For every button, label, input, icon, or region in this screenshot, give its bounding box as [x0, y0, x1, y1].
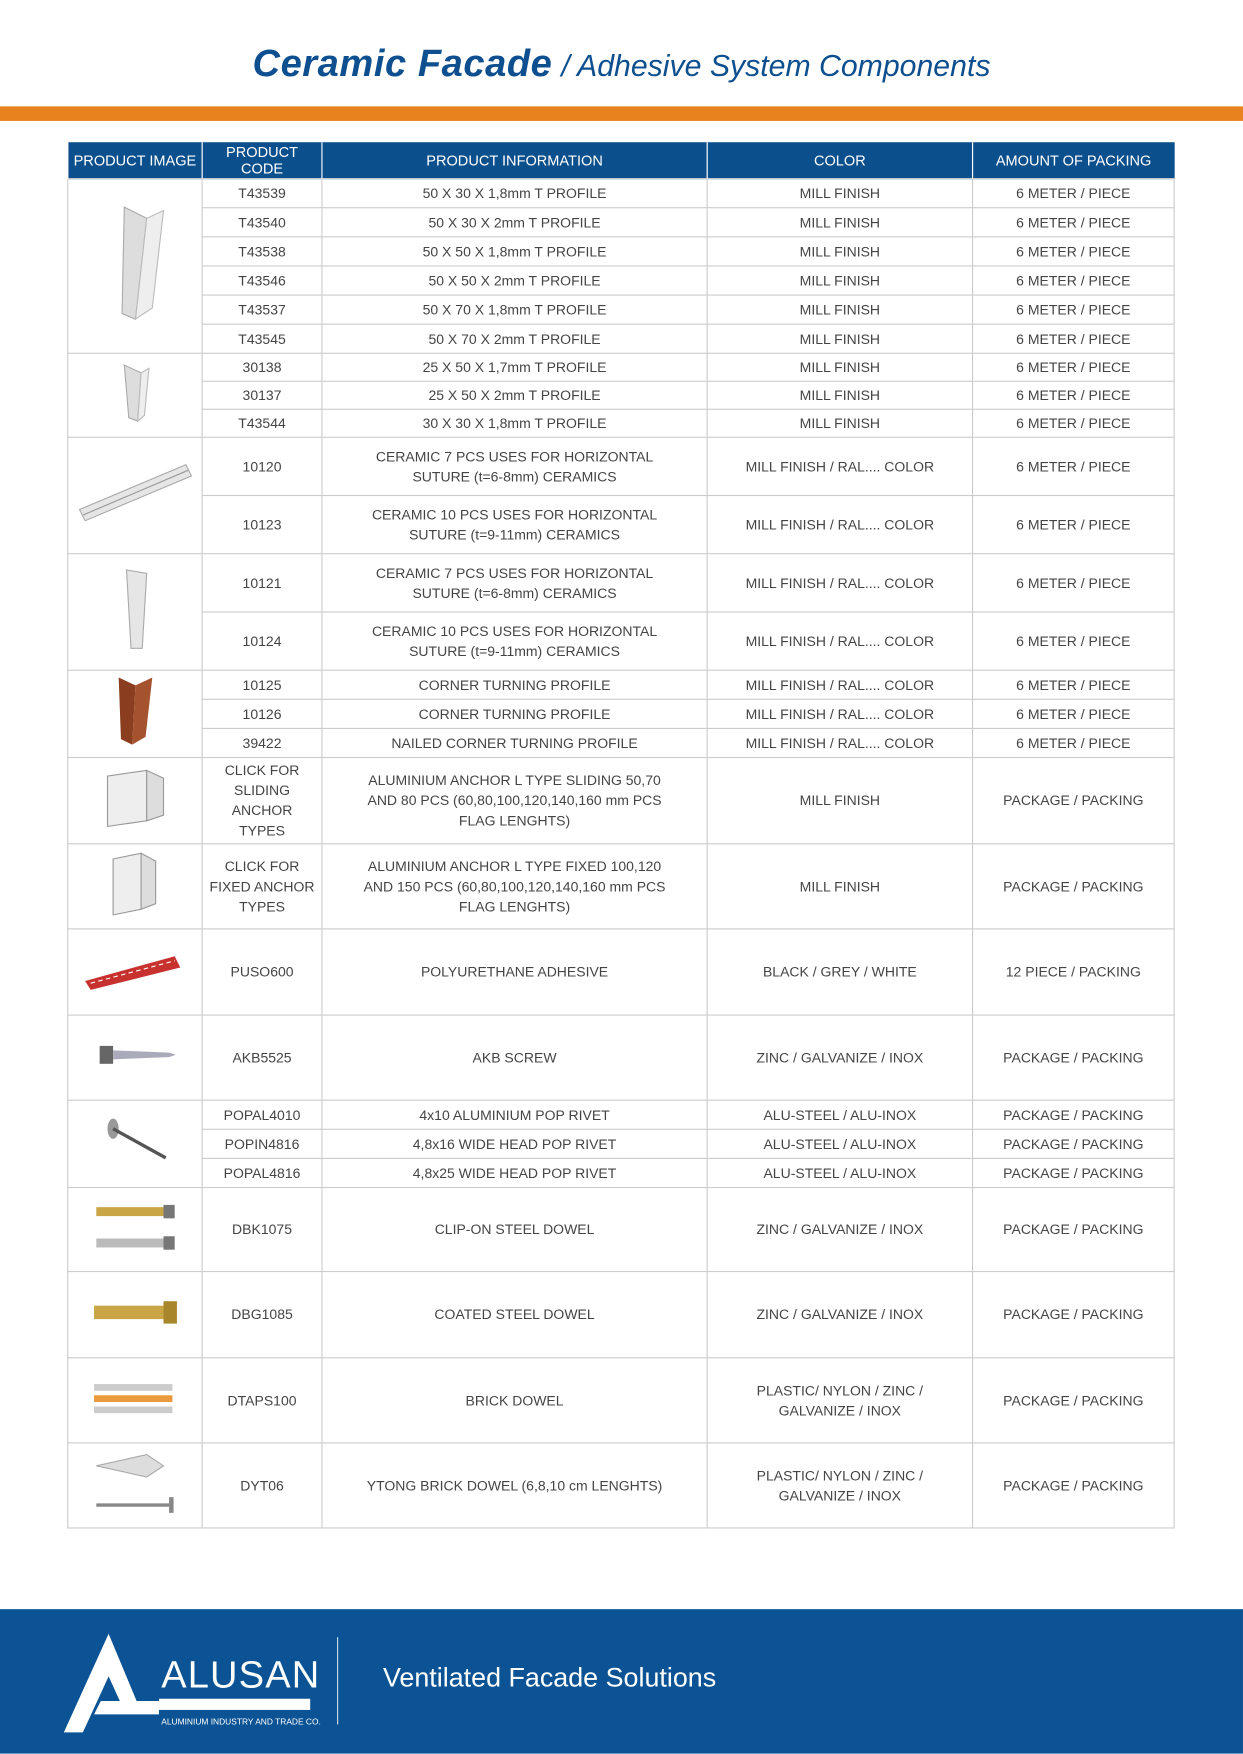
cell-product-code: 10120 [202, 437, 322, 495]
cell-color: ZINC / GALVANIZE / INOX [707, 1015, 972, 1100]
anchor-types-link[interactable]: CLICK FOR SLIDING ANCHOR TYPES [202, 758, 322, 844]
table-row [68, 554, 1174, 612]
table-row [68, 1443, 1174, 1528]
table-row [68, 1100, 1174, 1129]
cell-color: ZINC / GALVANIZE / INOX [707, 1188, 972, 1272]
cell-color: ALU-STEEL / ALU-INOX [707, 1158, 972, 1187]
cell-color: ZINC / GALVANIZE / INOX [707, 1272, 972, 1358]
cell-amount-of-packing: 6 METER / PIECE [973, 208, 1175, 237]
cell-color: MILL FINISH [707, 324, 972, 353]
table-row [68, 1158, 1174, 1187]
header-product-code: PRODUCT CODE [202, 142, 322, 178]
cell-amount-of-packing: 6 METER / PIECE [973, 437, 1175, 495]
table-row [68, 844, 1174, 929]
cell-product-information: BRICK DOWEL [322, 1358, 707, 1443]
cell-amount-of-packing: 6 METER / PIECE [973, 237, 1175, 266]
table-row [68, 353, 1174, 381]
logo-subtitle: ALUMINIUM INDUSTRY AND TRADE CO. [161, 1716, 321, 1727]
cell-product-information: POLYURETHANE ADHESIVE [322, 929, 707, 1015]
cell-product-information: COATED STEEL DOWEL [322, 1272, 707, 1358]
cell-color: ALU-STEEL / ALU-INOX [707, 1129, 972, 1158]
cell-product-code: POPAL4816 [202, 1158, 322, 1187]
brick-dowel-image [68, 1358, 202, 1443]
table-row [68, 1015, 1174, 1100]
table-row [68, 381, 1174, 409]
table-row [68, 179, 1174, 208]
cell-product-code: DBG1085 [202, 1272, 322, 1358]
cell-product-code: DTAPS100 [202, 1358, 322, 1443]
cell-product-code: T43545 [202, 324, 322, 353]
cell-amount-of-packing: 6 METER / PIECE [973, 381, 1175, 409]
cell-amount-of-packing: 6 METER / PIECE [973, 670, 1175, 699]
cell-product-code: 10121 [202, 554, 322, 612]
cell-amount-of-packing: 6 METER / PIECE [973, 409, 1175, 437]
table-row [68, 208, 1174, 237]
table-row [68, 266, 1174, 295]
alusan-logo [58, 1634, 321, 1735]
cell-color: MILL FINISH [707, 266, 972, 295]
cell-product-information: 50 X 30 X 1,8mm T PROFILE [322, 179, 707, 208]
horizontal-profile-image [68, 437, 202, 553]
cell-product-information: 50 X 50 X 1,8mm T PROFILE [322, 237, 707, 266]
cell-amount-of-packing: 6 METER / PIECE [973, 324, 1175, 353]
cell-amount-of-packing: 6 METER / PIECE [973, 266, 1175, 295]
logo-bar [159, 1699, 310, 1710]
cell-color: MILL FINISH [707, 409, 972, 437]
footer-banner [0, 1609, 1243, 1753]
cell-product-information: CORNER TURNING PROFILE [322, 670, 707, 699]
header-color: COLOR [707, 142, 972, 178]
cell-amount-of-packing: 6 METER / PIECE [973, 496, 1175, 554]
table-row [68, 324, 1174, 353]
cell-product-information: CERAMIC 7 PCS USES FOR HORIZONTAL SUTURE (t=6-8mm) CERAMICS [322, 437, 707, 495]
cell-product-information: 25 X 50 X 2mm T PROFILE [322, 381, 707, 409]
table-row [68, 237, 1174, 266]
cell-product-code: AKB5525 [202, 1015, 322, 1100]
vertical-profile-image [68, 554, 202, 670]
cell-color: MILL FINISH / RAL.... COLOR [707, 728, 972, 757]
cell-amount-of-packing: PACKAGE / PACKING [973, 1100, 1175, 1129]
cell-amount-of-packing: 6 METER / PIECE [973, 353, 1175, 381]
page-title [0, 43, 1243, 87]
orange-divider [0, 106, 1243, 121]
cell-amount-of-packing: 12 PIECE / PACKING [973, 929, 1175, 1015]
cell-product-information: CERAMIC 7 PCS USES FOR HORIZONTAL SUTURE (t=6-8mm) CERAMICS [322, 554, 707, 612]
title-sub: / Adhesive System Components [561, 49, 991, 83]
cell-color: PLASTIC/ NYLON / ZINC / GALVANIZE / INOX [707, 1358, 972, 1443]
cell-product-code: 10125 [202, 670, 322, 699]
cell-color: MILL FINISH [707, 237, 972, 266]
steel-dowel-image [68, 1188, 202, 1272]
cell-color: MILL FINISH [707, 295, 972, 324]
cell-color: MILL FINISH / RAL.... COLOR [707, 670, 972, 699]
table-row [68, 670, 1174, 699]
cell-amount-of-packing: PACKAGE / PACKING [973, 1272, 1175, 1358]
cell-product-information: 50 X 70 X 1,8mm T PROFILE [322, 295, 707, 324]
corner-profile-image [68, 670, 202, 757]
cell-color: MILL FINISH [707, 381, 972, 409]
cell-product-information: ALUMINIUM ANCHOR L TYPE SLIDING 50,70 AND 80 PCS (60,80,100,120,140,160 mm PCS FLAG LENGHTS) [322, 758, 707, 844]
footer-slogan: Ventilated Facade Solutions [382, 1662, 717, 1694]
cell-product-information: CERAMIC 10 PCS USES FOR HORIZONTAL SUTURE (t=9-11mm) CERAMICS [322, 496, 707, 554]
pop-rivet-image [68, 1100, 202, 1187]
table-row [68, 1129, 1174, 1158]
table-row [68, 728, 1174, 757]
t-profile-long-image [68, 179, 202, 354]
table-row [68, 437, 1174, 495]
cell-color: PLASTIC/ NYLON / ZINC / GALVANIZE / INOX [707, 1443, 972, 1528]
cell-product-code: 30138 [202, 353, 322, 381]
cell-product-code: 10124 [202, 612, 322, 670]
cell-product-code: T43544 [202, 409, 322, 437]
cell-amount-of-packing: 6 METER / PIECE [973, 179, 1175, 208]
cell-product-code: DBK1075 [202, 1188, 322, 1272]
cell-product-code: T43546 [202, 266, 322, 295]
cell-color: MILL FINISH [707, 179, 972, 208]
cell-product-information: 25 X 50 X 1,7mm T PROFILE [322, 353, 707, 381]
header-product-image: PRODUCT IMAGE [68, 142, 202, 178]
logo-text: ALUSAN [161, 1653, 321, 1697]
cell-product-code: 30137 [202, 381, 322, 409]
cell-product-information: YTONG BRICK DOWEL (6,8,10 cm LENGHTS) [322, 1443, 707, 1528]
cell-product-information: 4x10 ALUMINIUM POP RIVET [322, 1100, 707, 1129]
cell-product-information: CLIP-ON STEEL DOWEL [322, 1188, 707, 1272]
adhesive-tube-image [68, 929, 202, 1015]
table-row [68, 1272, 1174, 1358]
cell-product-code: POPIN4816 [202, 1129, 322, 1158]
product-table [67, 142, 1174, 1528]
cell-amount-of-packing: 6 METER / PIECE [973, 728, 1175, 757]
cell-product-code: T43539 [202, 179, 322, 208]
cell-product-code: 10126 [202, 699, 322, 728]
cell-product-code: 39422 [202, 728, 322, 757]
cell-amount-of-packing: PACKAGE / PACKING [973, 1443, 1175, 1528]
header-amount-of-packing: AMOUNT OF PACKING [973, 142, 1175, 178]
cell-amount-of-packing: PACKAGE / PACKING [973, 1158, 1175, 1187]
cell-product-information: CERAMIC 10 PCS USES FOR HORIZONTAL SUTURE (t=9-11mm) CERAMICS [322, 612, 707, 670]
cell-product-information: NAILED CORNER TURNING PROFILE [322, 728, 707, 757]
table-row [68, 758, 1174, 844]
cell-product-information: 50 X 30 X 2mm T PROFILE [322, 208, 707, 237]
footer-divider [337, 1637, 338, 1724]
cell-amount-of-packing: PACKAGE / PACKING [973, 844, 1175, 929]
cell-amount-of-packing: 6 METER / PIECE [973, 554, 1175, 612]
cell-product-information: ALUMINIUM ANCHOR L TYPE FIXED 100,120 AND 150 PCS (60,80,100,120,140,160 mm PCS FLAG LENGHTS) [322, 844, 707, 929]
table-header-row [68, 142, 1174, 178]
cell-product-information: 50 X 70 X 2mm T PROFILE [322, 324, 707, 353]
cell-amount-of-packing: 6 METER / PIECE [973, 612, 1175, 670]
anchor-types-link[interactable]: CLICK FOR FIXED ANCHOR TYPES [202, 844, 322, 929]
ytong-dowel-image [68, 1443, 202, 1528]
cell-amount-of-packing: PACKAGE / PACKING [973, 1188, 1175, 1272]
screw-image [68, 1015, 202, 1100]
cell-color: MILL FINISH [707, 844, 972, 929]
cell-amount-of-packing: PACKAGE / PACKING [973, 1015, 1175, 1100]
cell-color: MILL FINISH / RAL.... COLOR [707, 554, 972, 612]
table-row [68, 409, 1174, 437]
cell-product-information: 4,8x16 WIDE HEAD POP RIVET [322, 1129, 707, 1158]
cell-color: MILL FINISH [707, 758, 972, 844]
cell-amount-of-packing: PACKAGE / PACKING [973, 1129, 1175, 1158]
cell-product-code: 10123 [202, 496, 322, 554]
table-row [68, 295, 1174, 324]
cell-product-code: DYT06 [202, 1443, 322, 1528]
table-row [68, 496, 1174, 554]
cell-color: ALU-STEEL / ALU-INOX [707, 1100, 972, 1129]
logo-a-icon [58, 1634, 159, 1735]
cell-color: MILL FINISH [707, 353, 972, 381]
table-row [68, 1358, 1174, 1443]
table-row [68, 1188, 1174, 1272]
t-profile-short-image [68, 353, 202, 437]
cell-amount-of-packing: PACKAGE / PACKING [973, 1358, 1175, 1443]
cell-product-information: 50 X 50 X 2mm T PROFILE [322, 266, 707, 295]
cell-product-information: 4,8x25 WIDE HEAD POP RIVET [322, 1158, 707, 1187]
cell-product-code: POPAL4010 [202, 1100, 322, 1129]
cell-product-code: T43540 [202, 208, 322, 237]
fixed-anchor-image [68, 844, 202, 929]
coated-dowel-image [68, 1272, 202, 1358]
cell-product-code: PUSO600 [202, 929, 322, 1015]
cell-product-information: AKB SCREW [322, 1015, 707, 1100]
cell-product-information: 30 X 30 X 1,8mm T PROFILE [322, 409, 707, 437]
cell-color: MILL FINISH / RAL.... COLOR [707, 437, 972, 495]
cell-color: BLACK / GREY / WHITE [707, 929, 972, 1015]
cell-product-code: T43537 [202, 295, 322, 324]
cell-amount-of-packing: PACKAGE / PACKING [973, 758, 1175, 844]
cell-color: MILL FINISH / RAL.... COLOR [707, 612, 972, 670]
sliding-anchor-image [68, 758, 202, 844]
cell-product-code: T43538 [202, 237, 322, 266]
table-row [68, 699, 1174, 728]
cell-amount-of-packing: 6 METER / PIECE [973, 295, 1175, 324]
cell-color: MILL FINISH / RAL.... COLOR [707, 699, 972, 728]
title-main: Ceramic Facade [252, 42, 553, 86]
table-row [68, 612, 1174, 670]
cell-amount-of-packing: 6 METER / PIECE [973, 699, 1175, 728]
table-row [68, 929, 1174, 1015]
cell-product-information: CORNER TURNING PROFILE [322, 699, 707, 728]
cell-color: MILL FINISH / RAL.... COLOR [707, 496, 972, 554]
header-product-information: PRODUCT INFORMATION [322, 142, 707, 178]
cell-color: MILL FINISH [707, 208, 972, 237]
